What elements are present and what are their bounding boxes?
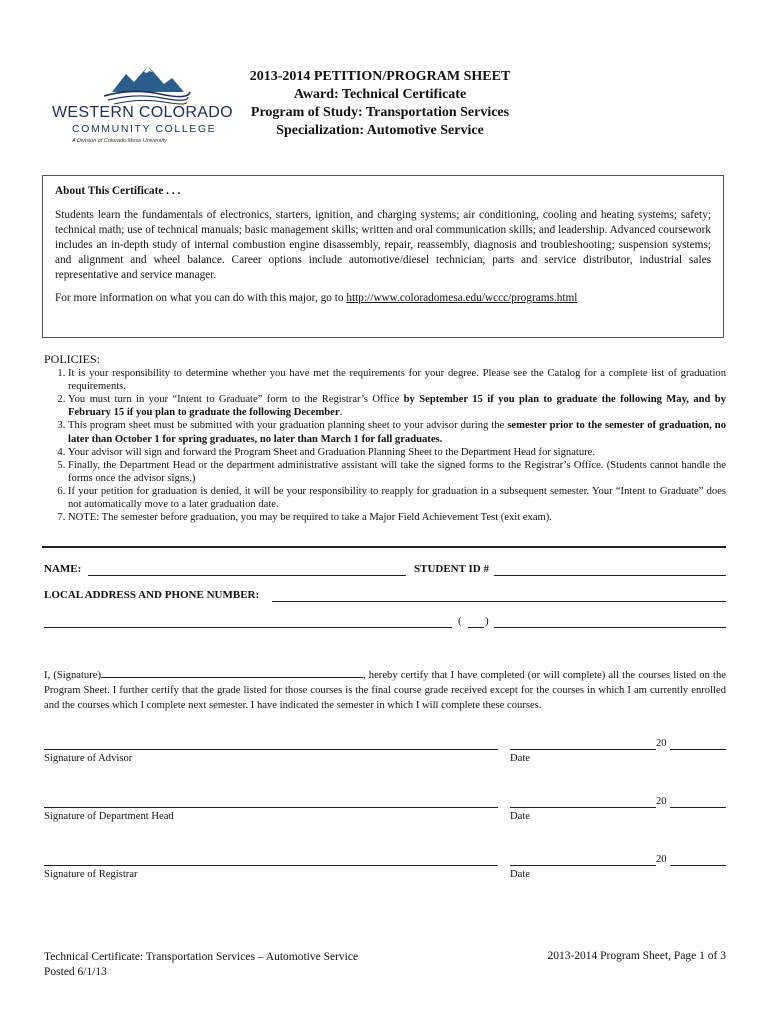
college-logo bbox=[48, 62, 233, 152]
advisor-signature-label: Signature of Advisor bbox=[44, 753, 133, 764]
mountain-logo-icon bbox=[102, 62, 192, 106]
department-head-year-field[interactable] bbox=[670, 807, 726, 808]
year-prefix: 20 bbox=[656, 854, 667, 865]
year-prefix: 20 bbox=[656, 796, 667, 807]
phone-close-paren: ) bbox=[485, 615, 489, 627]
department-head-date-field[interactable] bbox=[510, 807, 656, 808]
student-id-label: STUDENT ID # bbox=[414, 563, 489, 575]
logo-name-line1: WESTERN COLORADO bbox=[52, 104, 233, 121]
header-line-4: Specialization: Automotive Service bbox=[276, 123, 484, 138]
area-code-field[interactable] bbox=[468, 627, 484, 628]
registrar-date-field[interactable] bbox=[510, 865, 656, 866]
policy-item: 5. Finally, the Department Head or the department administrative assistant will take the signed forms to the Registrar’s Office. (Students cannot handle the forms once the advisor signs.) bbox=[68, 459, 726, 485]
department-head-date-label: Date bbox=[510, 811, 530, 822]
address-field-line2[interactable] bbox=[44, 627, 452, 628]
policy-item: 4. Your advisor will sign and forward the Program Sheet and Graduation Planning Sheet to the Department Head for signature. bbox=[68, 446, 726, 459]
policies-list bbox=[44, 367, 726, 524]
department-head-signature-label: Signature of Department Head bbox=[44, 811, 174, 822]
certify-prefix: I, (Signature) bbox=[44, 670, 101, 681]
header-line-1: 2013-2014 PETITION/PROGRAM SHEET bbox=[249, 69, 511, 84]
advisor-signature-field[interactable] bbox=[44, 749, 498, 750]
about-heading: About This Certificate . . . bbox=[55, 185, 181, 197]
logo-name-line2: COMMUNITY COLLEGE bbox=[72, 123, 217, 135]
about-certificate-box bbox=[42, 175, 724, 338]
certify-signature-field[interactable] bbox=[101, 667, 363, 678]
policy-text: This program sheet must be submitted with your graduation planning sheet to your advisor during the bbox=[68, 420, 508, 432]
name-field[interactable] bbox=[88, 575, 406, 576]
more-info-prefix: For more information on what you can do with this major, go to bbox=[55, 292, 347, 304]
footer-left bbox=[44, 950, 358, 980]
policy-deadline: semester prior to the semester of graduation, no later than October 1 for spring graduates, no later than March 1 for fall graduates. bbox=[68, 420, 726, 445]
programs-link[interactable]: http://www.coloradomesa.edu/wccc/programs.html bbox=[346, 292, 578, 304]
policy-item: 7. NOTE: The semester before graduation, you may be required to take a Major Field Achievement Test (exit exam). bbox=[68, 511, 726, 524]
registrar-year-field[interactable] bbox=[670, 865, 726, 866]
about-body: Students learn the fundamentals of electronics, starters, ignition, and charging systems; air conditioning, cooling and heating systems; safety; technical math; use of technical manuals; basic management skills; written and oral communication skills; and leadership. Advanced coursework includes an in-depth study of internal combustion engine disassembly, repair, reassembly, diagnosis and troubleshooting; suspension systems; and alignment and wheel balance. Career options include automotive/diesel technician, parts and service distributor, industrial sales representative and service manager. bbox=[55, 209, 711, 281]
policy-item bbox=[68, 393, 726, 419]
policy-deadline: by September 15 if you plan to graduate the following May, and by February 15 if you plan to graduate the following December bbox=[68, 394, 726, 419]
phone-open-paren: ( bbox=[458, 615, 462, 627]
certify-text: , hereby certify that I have completed (or will complete) all the courses listed on the Program Sheet. I further certify that the grade listed for those courses is the final course grade received except for the courses in which I am currently enrolled and the courses which I complete next semester. I have indicated the semester in which I will complete these courses. bbox=[44, 670, 726, 711]
policy-text: . bbox=[339, 407, 343, 419]
more-info bbox=[55, 291, 711, 306]
registrar-signature-label: Signature of Registrar bbox=[44, 869, 138, 880]
logo-division: A Division of Colorado Mesa University bbox=[72, 138, 167, 144]
registrar-date-label: Date bbox=[510, 869, 530, 880]
policy-text: You must turn in your “Intent to Graduate” form to the Registrar’s Office bbox=[68, 394, 404, 406]
header-line-2: Award: Technical Certificate bbox=[293, 87, 467, 102]
policies-section bbox=[44, 353, 726, 524]
header-line-3: Program of Study: Transportation Services bbox=[250, 105, 510, 120]
year-prefix: 20 bbox=[656, 738, 667, 749]
registrar-signature-field[interactable] bbox=[44, 865, 498, 866]
advisor-date-label: Date bbox=[510, 753, 530, 764]
program-header bbox=[210, 68, 550, 140]
footer-program: Technical Certificate: Transportation Services – Automotive Service bbox=[44, 951, 359, 963]
student-id-field[interactable] bbox=[494, 575, 726, 576]
section-divider bbox=[42, 546, 726, 548]
phone-field[interactable] bbox=[494, 627, 726, 628]
address-field[interactable] bbox=[272, 601, 726, 602]
footer-page-number: 2013-2014 Program Sheet, Page 1 of 3 bbox=[547, 950, 726, 962]
policies-title: POLICIES: bbox=[44, 352, 101, 366]
policy-item: 1. It is your responsibility to determine whether you have met the requirements for your degree. Please see the Catalog for a complete list of graduation requirements. bbox=[68, 367, 726, 393]
policy-item: 6. If your petition for graduation is denied, it will be your responsibility to reapply for graduation in a subsequent semester. Your “Intent to Graduate” does not automatically move to a later graduation date. bbox=[68, 485, 726, 511]
footer-posted-date: Posted 6/1/13 bbox=[44, 966, 107, 978]
advisor-year-field[interactable] bbox=[670, 749, 726, 750]
advisor-date-field[interactable] bbox=[510, 749, 656, 750]
address-label: LOCAL ADDRESS AND PHONE NUMBER: bbox=[44, 589, 260, 601]
department-head-signature-field[interactable] bbox=[44, 807, 498, 808]
name-label: NAME: bbox=[44, 563, 82, 575]
certification-statement bbox=[44, 667, 726, 713]
policy-item bbox=[68, 419, 726, 445]
